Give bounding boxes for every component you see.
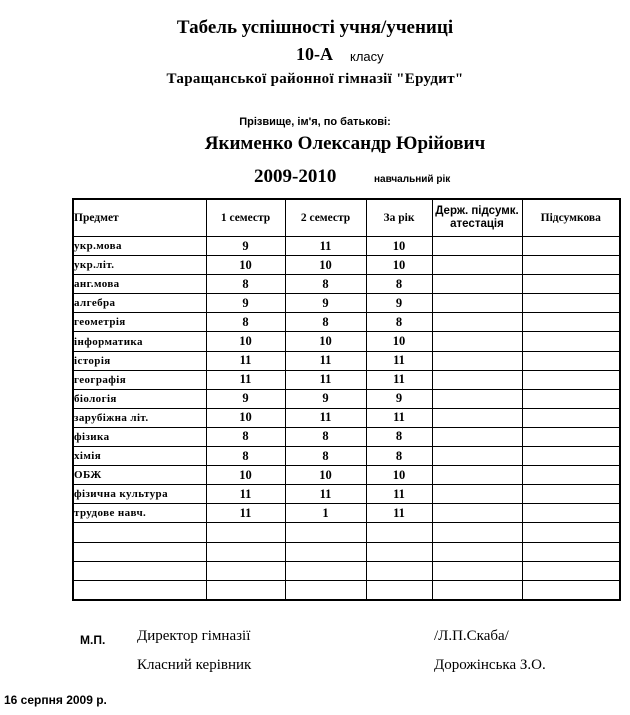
attestation-cell <box>432 580 522 600</box>
attestation-cell <box>432 523 522 542</box>
attestation-cell <box>432 332 522 351</box>
attestation-cell <box>432 542 522 561</box>
table-row <box>73 408 620 427</box>
semester-1-cell <box>206 542 285 561</box>
semester-2-cell <box>285 580 366 600</box>
semester-1-cell: 11 <box>206 485 285 504</box>
semester-1-cell: 9 <box>206 389 285 408</box>
table-row <box>73 351 620 370</box>
name-label: Прізвище, ім'я, по батькові: <box>239 116 391 128</box>
semester-2-cell: 9 <box>285 294 366 313</box>
semester-1-cell: 8 <box>206 447 285 466</box>
grades-table <box>72 198 621 601</box>
final-grade-cell <box>522 275 620 294</box>
year-grade-cell: 8 <box>366 313 432 332</box>
semester-2-cell: 8 <box>285 275 366 294</box>
subject-cell: укр.мова <box>73 237 206 256</box>
attestation-cell <box>432 447 522 466</box>
subject-cell: хімія <box>73 447 206 466</box>
final-grade-cell <box>522 447 620 466</box>
final-grade-cell <box>522 580 620 600</box>
year-grade-cell: 10 <box>366 332 432 351</box>
year-grade-cell <box>366 523 432 542</box>
subject-cell: геометрія <box>73 313 206 332</box>
year-grade-cell: 11 <box>366 504 432 523</box>
subject-cell: фізична культура <box>73 485 206 504</box>
attestation-cell <box>432 351 522 370</box>
table-row <box>73 504 620 523</box>
school-name: Таращанської районної гімназії "Ерудит" <box>166 71 464 87</box>
semester-2-cell: 11 <box>285 408 366 427</box>
final-grade-cell <box>522 542 620 561</box>
subject-cell <box>73 542 206 561</box>
semester-1-cell: 8 <box>206 427 285 446</box>
final-grade-cell <box>522 389 620 408</box>
final-grade-cell <box>522 561 620 580</box>
attestation-cell <box>432 294 522 313</box>
stamp-mark: М.П. <box>80 633 106 647</box>
semester-2-cell: 11 <box>285 351 366 370</box>
subject-cell <box>73 580 206 600</box>
semester-1-cell: 10 <box>206 466 285 485</box>
final-grade-cell <box>522 294 620 313</box>
header-final: Підсумкова <box>522 199 620 237</box>
attestation-cell <box>432 389 522 408</box>
table-row <box>73 313 620 332</box>
attestation-cell <box>432 408 522 427</box>
final-grade-cell <box>522 237 620 256</box>
semester-1-cell: 8 <box>206 313 285 332</box>
semester-2-cell <box>285 523 366 542</box>
semester-1-cell: 9 <box>206 237 285 256</box>
class-word: класу <box>350 49 384 64</box>
final-grade-cell <box>522 313 620 332</box>
semester-1-cell: 11 <box>206 504 285 523</box>
table-row <box>73 370 620 389</box>
year-grade-cell: 8 <box>366 275 432 294</box>
semester-2-cell: 8 <box>285 447 366 466</box>
semester-1-cell: 11 <box>206 351 285 370</box>
table-row <box>73 580 620 600</box>
table-row <box>73 427 620 446</box>
final-grade-cell <box>522 523 620 542</box>
semester-2-cell: 10 <box>285 466 366 485</box>
subject-cell <box>73 523 206 542</box>
final-grade-cell <box>522 485 620 504</box>
attestation-cell <box>432 561 522 580</box>
attestation-cell <box>432 237 522 256</box>
header-attestation-line1: Держ. підсумк. <box>435 205 519 217</box>
final-grade-cell <box>522 370 620 389</box>
table-row <box>73 466 620 485</box>
semester-2-cell <box>285 542 366 561</box>
header-year: За рік <box>366 199 432 237</box>
final-grade-cell <box>522 332 620 351</box>
semester-1-cell <box>206 580 285 600</box>
semester-1-cell: 8 <box>206 275 285 294</box>
attestation-cell <box>432 313 522 332</box>
subject-cell: укр.літ. <box>73 256 206 275</box>
year-grade-cell <box>366 542 432 561</box>
subject-cell: історія <box>73 351 206 370</box>
table-row <box>73 561 620 580</box>
attestation-cell <box>432 370 522 389</box>
header-semester-2: 2 семестр <box>285 199 366 237</box>
subject-cell: алгебра <box>73 294 206 313</box>
year-grade-cell: 11 <box>366 408 432 427</box>
semester-1-cell: 10 <box>206 408 285 427</box>
table-row <box>73 485 620 504</box>
subject-cell <box>73 561 206 580</box>
final-grade-cell <box>522 466 620 485</box>
header-semester-1: 1 семестр <box>206 199 285 237</box>
subject-cell: зарубіжна літ. <box>73 408 206 427</box>
attestation-cell <box>432 504 522 523</box>
final-grade-cell <box>522 408 620 427</box>
class-teacher-label: Класний керівник <box>137 657 252 673</box>
year-grade-cell <box>366 561 432 580</box>
final-grade-cell <box>522 351 620 370</box>
semester-2-cell <box>285 561 366 580</box>
attestation-cell <box>432 275 522 294</box>
semester-2-cell: 11 <box>285 237 366 256</box>
year-grade-cell: 10 <box>366 237 432 256</box>
subject-cell: фізика <box>73 427 206 446</box>
year-grade-cell: 10 <box>366 256 432 275</box>
year-grade-cell <box>366 580 432 600</box>
semester-1-cell: 10 <box>206 332 285 351</box>
header-subject: Предмет <box>73 199 206 237</box>
semester-2-cell: 8 <box>285 427 366 446</box>
table-header-row <box>73 199 620 237</box>
semester-2-cell: 9 <box>285 389 366 408</box>
school-year: 2009-2010 <box>254 166 337 187</box>
year-grade-cell: 9 <box>366 294 432 313</box>
semester-1-cell: 10 <box>206 256 285 275</box>
semester-2-cell: 11 <box>285 370 366 389</box>
final-grade-cell <box>522 256 620 275</box>
subject-cell: біологія <box>73 389 206 408</box>
table-row <box>73 294 620 313</box>
attestation-cell <box>432 466 522 485</box>
semester-2-cell: 10 <box>285 332 366 351</box>
semester-2-cell: 1 <box>285 504 366 523</box>
year-grade-cell: 11 <box>366 351 432 370</box>
semester-1-cell: 9 <box>206 294 285 313</box>
year-grade-cell: 10 <box>366 466 432 485</box>
semester-1-cell: 11 <box>206 370 285 389</box>
table-row <box>73 256 620 275</box>
year-grade-cell: 9 <box>366 389 432 408</box>
school-year-label: навчальний рік <box>374 174 451 185</box>
semester-2-cell: 11 <box>285 485 366 504</box>
table-row <box>73 523 620 542</box>
subject-cell: інформатика <box>73 332 206 351</box>
header-attestation-line2: атестація <box>450 218 504 230</box>
subject-cell: анг.мова <box>73 275 206 294</box>
issue-date: 16 серпня 2009 р. <box>4 693 107 707</box>
director-name: /Л.П.Скаба/ <box>434 628 509 644</box>
table-row <box>73 389 620 408</box>
table-row <box>73 447 620 466</box>
table-row <box>73 332 620 351</box>
class-teacher-name: Дорожінська З.О. <box>434 657 546 673</box>
year-grade-cell: 11 <box>366 485 432 504</box>
table-row <box>73 237 620 256</box>
subject-cell: трудове навч. <box>73 504 206 523</box>
attestation-cell <box>432 427 522 446</box>
attestation-cell <box>432 256 522 275</box>
table-row <box>73 542 620 561</box>
semester-1-cell <box>206 523 285 542</box>
student-name: Якименко Олександр Юрійович <box>204 133 486 154</box>
subject-cell: ОБЖ <box>73 466 206 485</box>
semester-1-cell <box>206 561 285 580</box>
page-title: Табель успішності учня/учениці <box>176 17 454 38</box>
final-grade-cell <box>522 504 620 523</box>
table-row <box>73 275 620 294</box>
class-number: 10-А <box>296 44 333 64</box>
semester-2-cell: 8 <box>285 313 366 332</box>
subject-cell: географія <box>73 370 206 389</box>
attestation-cell <box>432 485 522 504</box>
year-grade-cell: 8 <box>366 447 432 466</box>
semester-2-cell: 10 <box>285 256 366 275</box>
director-label: Директор гімназії <box>137 628 251 644</box>
year-grade-cell: 11 <box>366 370 432 389</box>
year-grade-cell: 8 <box>366 427 432 446</box>
final-grade-cell <box>522 427 620 446</box>
header-attestation <box>432 199 522 237</box>
